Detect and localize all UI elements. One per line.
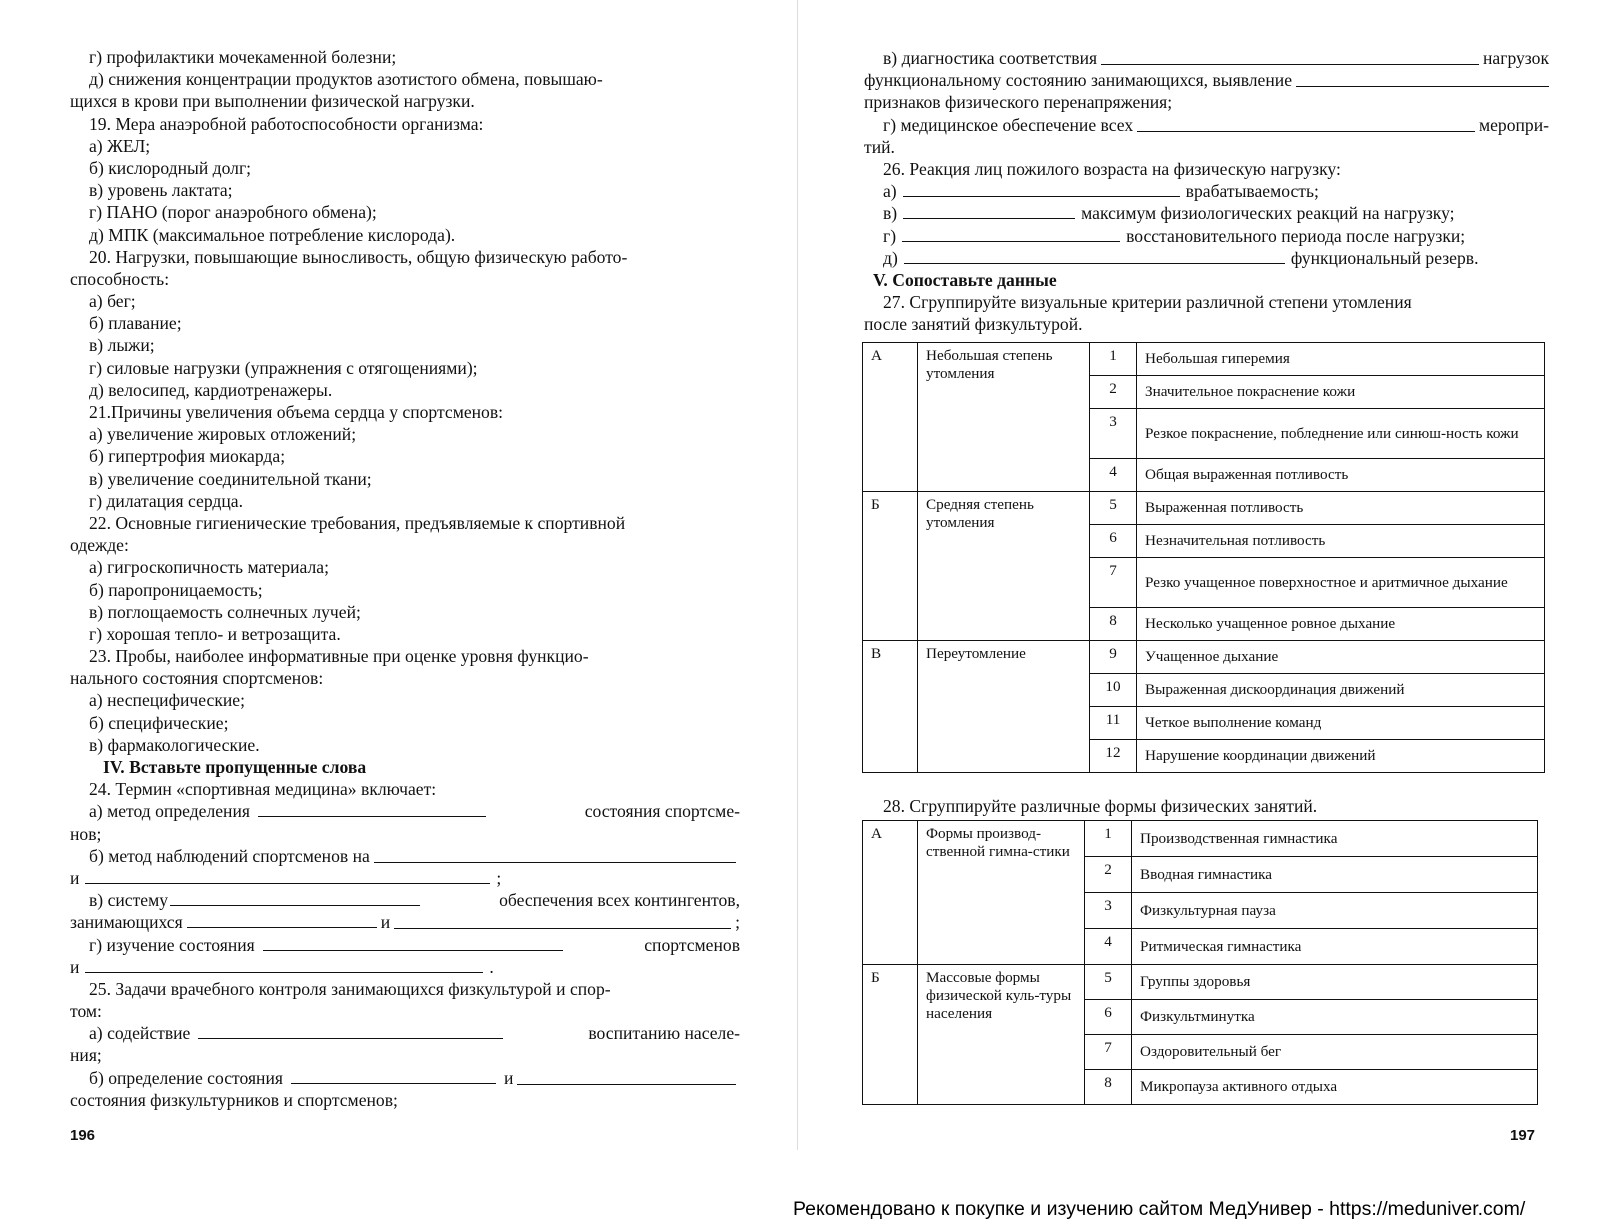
option-line: г) дилатация сердца. [89,490,243,511]
text-fragment: г) медицинское обеспечение всех [883,114,1134,135]
text-line: после занятий физкультурой. [864,314,1083,335]
item-number: 5 [1085,965,1132,1000]
item-text: Резкое покраснение, побледнение или синюш-ность кожи [1137,409,1545,459]
text-line: нального состояния спортсменов: [70,668,324,689]
fill-line [70,1022,740,1044]
answer-blank [394,911,731,929]
text-line: нов; [70,823,102,844]
question-27: 27. Сгруппируйте визуальные критерии различной степени утомления [883,292,1412,313]
group-letter: Б [863,965,918,1105]
option-line: а) увеличение жировых отложений; [89,424,357,445]
option-line: а) ЖЕЛ; [89,135,151,156]
item-text: Вводная гимнастика [1132,857,1538,893]
text-fragment: г) [883,225,897,246]
text-line: д) снижения концентрации продуктов азотистого обмена, повышаю- [89,69,603,90]
fill-line [70,845,740,867]
item-number: 6 [1090,525,1137,558]
item-text: Выраженная дискоординация движений [1137,674,1545,707]
text-fragment: и [70,956,80,977]
answer-blank [263,934,563,951]
answer-blank [170,889,420,906]
item-text: Ритмическая гимнастика [1132,929,1538,965]
text-fragment: состояния спортсме- [584,801,740,822]
text-line: состояния физкультурников и спортсменов; [70,1089,398,1110]
option-line: а) бег; [89,291,136,312]
item-text: Незначительная потливость [1137,525,1545,558]
answer-blank [1296,69,1549,87]
right-page-text [864,47,1549,335]
text-fragment: в) диагностика соответствия [883,48,1098,68]
text-fragment: спортсменов [644,934,740,955]
item-number: 10 [1090,674,1137,707]
left-page [0,0,790,1225]
item-number: 8 [1090,608,1137,641]
group-label: Небольшая степень утомления [918,343,1090,492]
text-fragment: меропри- [1478,114,1549,135]
option-line: б) плавание; [89,313,182,334]
table-row [863,641,1545,674]
answer-blank [904,247,1285,264]
text-fragment: г) изучение состояния [89,934,255,955]
text-fragment: а) содействие [89,1023,191,1044]
text-line: способность: [70,268,170,289]
text-line: ния; [70,1045,102,1066]
answer-blank [291,1067,496,1084]
fill-line [70,956,740,978]
question-23: 23. Пробы, наиболее информативные при оценке уровня функцио- [89,646,589,667]
question-28-block [883,795,1483,817]
item-text: Небольшая гиперемия [1137,343,1545,376]
text-line: тий. [864,136,895,157]
answer-blank [258,800,486,817]
fill-line [70,800,740,822]
question-19: 19. Мера анаэробной работоспособности организма: [89,113,484,134]
fill-line [864,247,1549,269]
answer-blank [1101,47,1479,65]
question-26: 26. Реакция лиц пожилого возраста на физическую нагрузку: [883,158,1341,179]
fill-line [864,180,1549,202]
fill-line [70,911,740,933]
item-number: 4 [1090,459,1137,492]
left-page-text [70,46,740,1111]
option-line: а) неспецифические; [89,690,245,711]
question-22: 22. Основные гигиенические требования, предъявляемые к спортивной [89,512,626,533]
text-fragment: б) определение состояния [89,1067,283,1088]
item-text: Четкое выполнение команд [1137,707,1545,740]
answer-blank [85,867,490,884]
text-fragment: восстановительного периода после нагрузки; [1126,225,1466,246]
item-text: Выраженная потливость [1137,492,1545,525]
page-number-right: 197 [1510,1127,1536,1144]
option-line: г) ПАНО (порог анаэробного обмена); [89,202,377,223]
option-line: в) поглощаемость солнечных лучей; [89,601,361,622]
text-fragment: в) [883,203,898,224]
item-number: 9 [1090,641,1137,674]
option-line: г) силовые нагрузки (упражнения с отягощениями); [89,357,478,378]
item-number: 5 [1090,492,1137,525]
item-text: Общая выраженная потливость [1137,459,1545,492]
group-label: Формы производ-ственной гимна-стики [918,821,1085,965]
option-line: в) лыжи; [89,335,155,356]
fill-line [70,934,740,956]
text-line: признаков физического перенапряжения; [864,92,1173,113]
item-number: 2 [1085,857,1132,893]
item-text: Несколько учащенное ровное дыхание [1137,608,1545,641]
group-label: Массовые формы физической куль-туры населения [918,965,1085,1105]
text-fragment: функциональный резерв. [1290,247,1479,268]
item-text: Резко учащенное поверхностное и аритмичное дыхание [1137,558,1545,608]
item-text: Оздоровительный бег [1132,1035,1538,1070]
table-fatigue-criteria [862,342,1545,773]
option-line: г) хорошая тепло- и ветрозащита. [89,623,341,644]
option-line: б) специфические; [89,712,229,733]
answer-blank [198,1022,503,1039]
group-letter: В [863,641,918,773]
fill-line [70,1067,740,1089]
option-line: б) кислородный долг; [89,157,252,178]
item-text: Учащенное дыхание [1137,641,1545,674]
text-fragment: максимум физиологических реакций на нагрузку; [1081,203,1455,224]
item-number: 1 [1085,821,1132,857]
option-line: в) увеличение соединительной ткани; [89,468,372,489]
item-number: 8 [1085,1070,1132,1105]
group-letter: Б [863,492,918,641]
table-row [863,965,1538,1000]
fill-line [864,225,1549,247]
fill-line [864,47,1549,69]
answer-blank [187,911,377,928]
text-fragment: ; [496,867,502,888]
answer-blank [903,180,1180,197]
question-24: 24. Термин «спортивная медицина» включает: [89,779,437,800]
table-exercise-forms [862,820,1538,1105]
text-fragment: обеспечения всех контингентов, [499,890,740,911]
text-fragment: б) метод наблюдений спортсменов на [89,845,370,866]
item-number: 3 [1085,893,1132,929]
item-text: Значительное покраснение кожи [1137,376,1545,409]
item-text: Физкультминутка [1132,1000,1538,1035]
item-number: 11 [1090,707,1137,740]
text-fragment: ; [735,912,740,933]
answer-blank [1137,114,1475,132]
item-text: Нарушение координации движений [1137,740,1545,773]
item-number: 3 [1090,409,1137,459]
answer-blank [85,956,483,973]
text-fragment: врабатываемость; [1185,181,1319,202]
question-25: 25. Задачи врачебного контроля занимающихся физкультурой и спор- [89,978,611,999]
option-line: б) паропроницаемость; [89,579,263,600]
table-row [863,492,1545,525]
text-line: том: [70,1001,102,1022]
text-fragment: а) метод определения [89,801,250,822]
item-number: 7 [1090,558,1137,608]
text-fragment: и [503,1067,514,1088]
option-line: д) велосипед, кардиотренажеры. [89,379,333,400]
section-heading-iv: IV. Вставьте пропущенные слова [103,757,367,777]
page-number-left: 196 [70,1127,96,1144]
question-20: 20. Нагрузки, повышающие выносливость, общую физическую работо- [89,246,628,267]
item-number: 1 [1090,343,1137,376]
section-heading-v: V. Сопоставьте данные [873,269,1057,290]
text-fragment: а) [883,181,897,202]
item-text: Группы здоровья [1132,965,1538,1000]
item-number: 7 [1085,1035,1132,1070]
option-line: в) фармакологические. [89,734,260,755]
text-line: щихся в крови при выполнении физической нагрузки. [70,91,475,112]
table-row [863,821,1538,857]
item-text: Микропауза активного отдыха [1132,1070,1538,1105]
text-line: одежде: [70,535,129,556]
fill-line [864,69,1549,91]
question-28: 28. Сгруппируйте различные формы физических занятий. [883,796,1318,816]
text-fragment: в) систему [89,890,169,911]
text-fragment: занимающихся [70,912,183,933]
item-text: Производственная гимнастика [1132,821,1538,857]
group-letter: А [863,343,918,492]
group-label: Средняя степень утомления [918,492,1090,641]
item-number: 6 [1085,1000,1132,1035]
group-label: Переутомление [918,641,1090,773]
option-line: в) уровень лактата; [89,180,233,201]
item-number: 4 [1085,929,1132,965]
fill-line [864,202,1549,224]
item-text: Физкультурная пауза [1132,893,1538,929]
footer-recommendation: Рекомендовано к покупке и изучению сайтом МедУнивер - https://meduniver.com/ [793,1198,1526,1220]
fill-line [70,867,740,889]
text-fragment: д) [883,247,898,268]
text-fragment: . [489,956,494,977]
text-fragment: нагрузок [1483,48,1549,68]
item-number: 12 [1090,740,1137,773]
text-fragment: функциональному состоянию занимающихся, выявление [864,70,1293,91]
answer-blank [902,225,1120,242]
group-letter: А [863,821,918,965]
answer-blank [374,845,736,863]
text-fragment: и [380,912,391,933]
text-fragment: воспитанию населе- [588,1023,740,1044]
option-line: а) гигроскопичность материала; [89,557,329,578]
table-row [863,343,1545,376]
fill-line [70,889,740,911]
answer-blank [517,1067,736,1085]
text-line: г) профилактики мочекаменной болезни; [89,47,397,67]
question-21: 21.Причины увеличения объема сердца у спортсменов: [89,402,504,422]
fill-line [864,114,1549,136]
option-line: д) МПК (максимальное потребление кислорода). [89,224,456,245]
text-fragment: и [70,867,80,888]
option-line: б) гипертрофия миокарда; [89,446,286,467]
answer-blank [903,202,1075,219]
item-number: 2 [1090,376,1137,409]
